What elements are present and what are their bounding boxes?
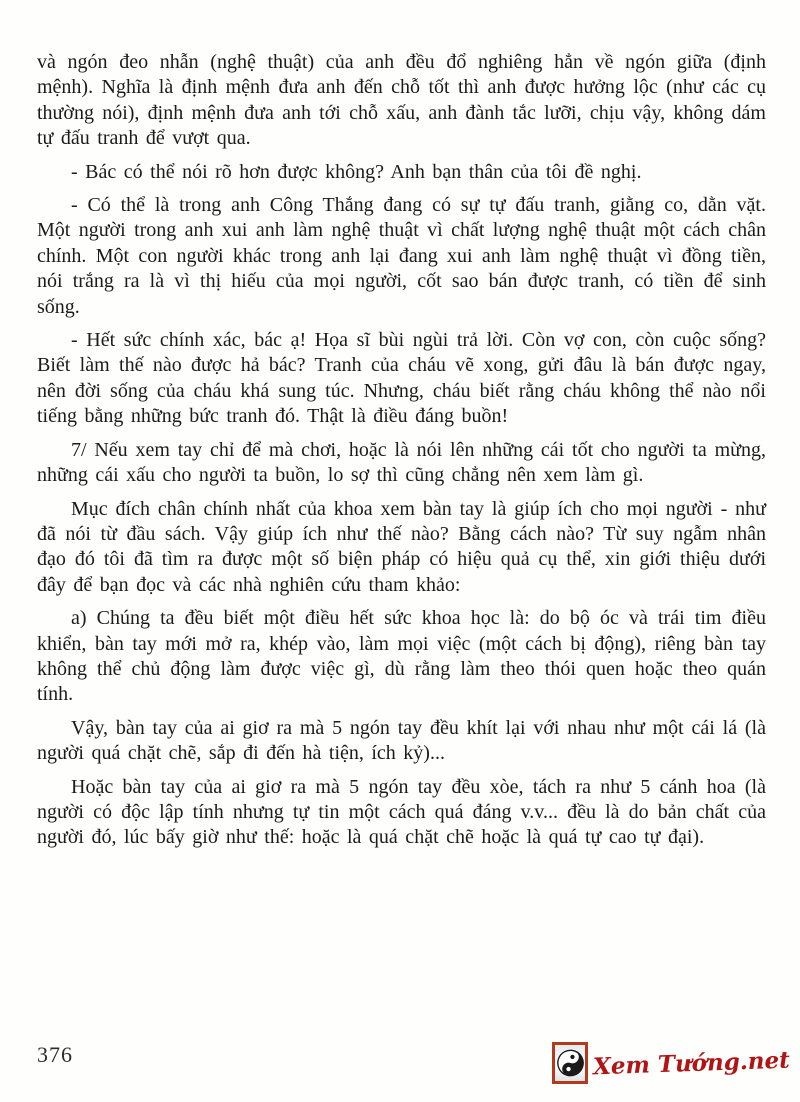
body-paragraph: - Bác có thể nói rõ hơn được không? Anh bạn thân của tôi đề nghị. xyxy=(71,160,642,183)
body-paragraph: 7/ Nếu xem tay chỉ để mà chơi, hoặc là nói lên những cái tốt cho người ta mừng, những cái xấu cho người ta buồn, lo sợ thì cũng chẳng nên xem làm gì. xyxy=(37,438,766,487)
body-paragraph: Mục đích chân chính nhất của khoa xem bàn tay là giúp ích cho mọi người - như đã nói từ đầu sách. Vậy giúp ích như thế nào? Bằng cách nào? Từ suy ngẫm nhân đạo đó tôi đã tìm ra được một số biện pháp có hiệu quả cụ thể, xin giới thiệu dưới đây để bạn đọc và các nhà nghiên cứu tham khảo: xyxy=(37,497,766,596)
yin-yang-icon xyxy=(552,1042,588,1084)
watermark-text: Xem Tướng.net xyxy=(592,1046,791,1080)
body-paragraph: - Có thể là trong anh Công Thắng đang có sự tự đấu tranh, giằng co, dằn vặt. Một người trong anh xui anh làm nghệ thuật vì chất lượng nghệ thuật một cách chân chính. Một con người khác trong anh lại đang xui anh làm nghệ thuật vì đồng tiền, nói trắng ra là vì thị hiếu của mọi người, cốt sao bán được tranh, có tiền để sinh sống. xyxy=(37,194,766,318)
body-paragraph: Vậy, bàn tay của ai giơ ra mà 5 ngón tay đều khít lại với nhau như một cái lá (là người quá chặt chẽ, sắp đi đến hà tiện, ích kỷ)... xyxy=(37,716,766,765)
page-footer xyxy=(0,1038,800,1098)
body-paragraph: a) Chúng ta đều biết một điều hết sức khoa học là: do bộ óc và trái tim điều khiển, bàn tay mới mở ra, khép vào, làm mọi việc (một cách bị động), riêng bàn tay không thể chủ động làm được việc gì, dù rằng làm theo thói quen hoặc theo quán tính. xyxy=(37,607,766,706)
body-paragraph: - Hết sức chính xác, bác ạ! Họa sĩ bùi ngùi trả lời. Còn vợ con, còn cuộc sống? Biết làm thế nào được hả bác? Tranh của cháu vẽ xong, gửi đâu là bán được ngay, nên đời sống của cháu khá sung túc. Nhưng, cháu biết rằng cháu không thể nào nổi tiếng bằng những bức tranh đó. Thật là điều đáng buồn! xyxy=(37,329,766,428)
watermark-logo xyxy=(552,1042,790,1084)
body-paragraph: và ngón đeo nhẫn (nghệ thuật) của anh đều đổ nghiêng hẳn về ngón giữa (định mệnh). Nghĩa là định mệnh đưa anh đến chỗ tốt thì anh được hưởng lộc (như các cụ thường nói), định mệnh đưa anh tới chỗ xấu, anh đành tắc lưỡi, chịu vậy, không dám tự đấu tranh để vượt qua. xyxy=(37,51,766,150)
page-body-text xyxy=(37,50,766,859)
page-number: 376 xyxy=(37,1042,73,1067)
body-paragraph: Hoặc bàn tay của ai giơ ra mà 5 ngón tay đều xòe, tách ra như 5 cánh hoa (là người có độc lập tính nhưng tự tin một cách quá đáng v.v... đều là do bản chất của người đó, lúc bấy giờ như thế: hoặc là quá chặt chẽ hoặc là quá tự cao tự đại). xyxy=(37,775,766,849)
